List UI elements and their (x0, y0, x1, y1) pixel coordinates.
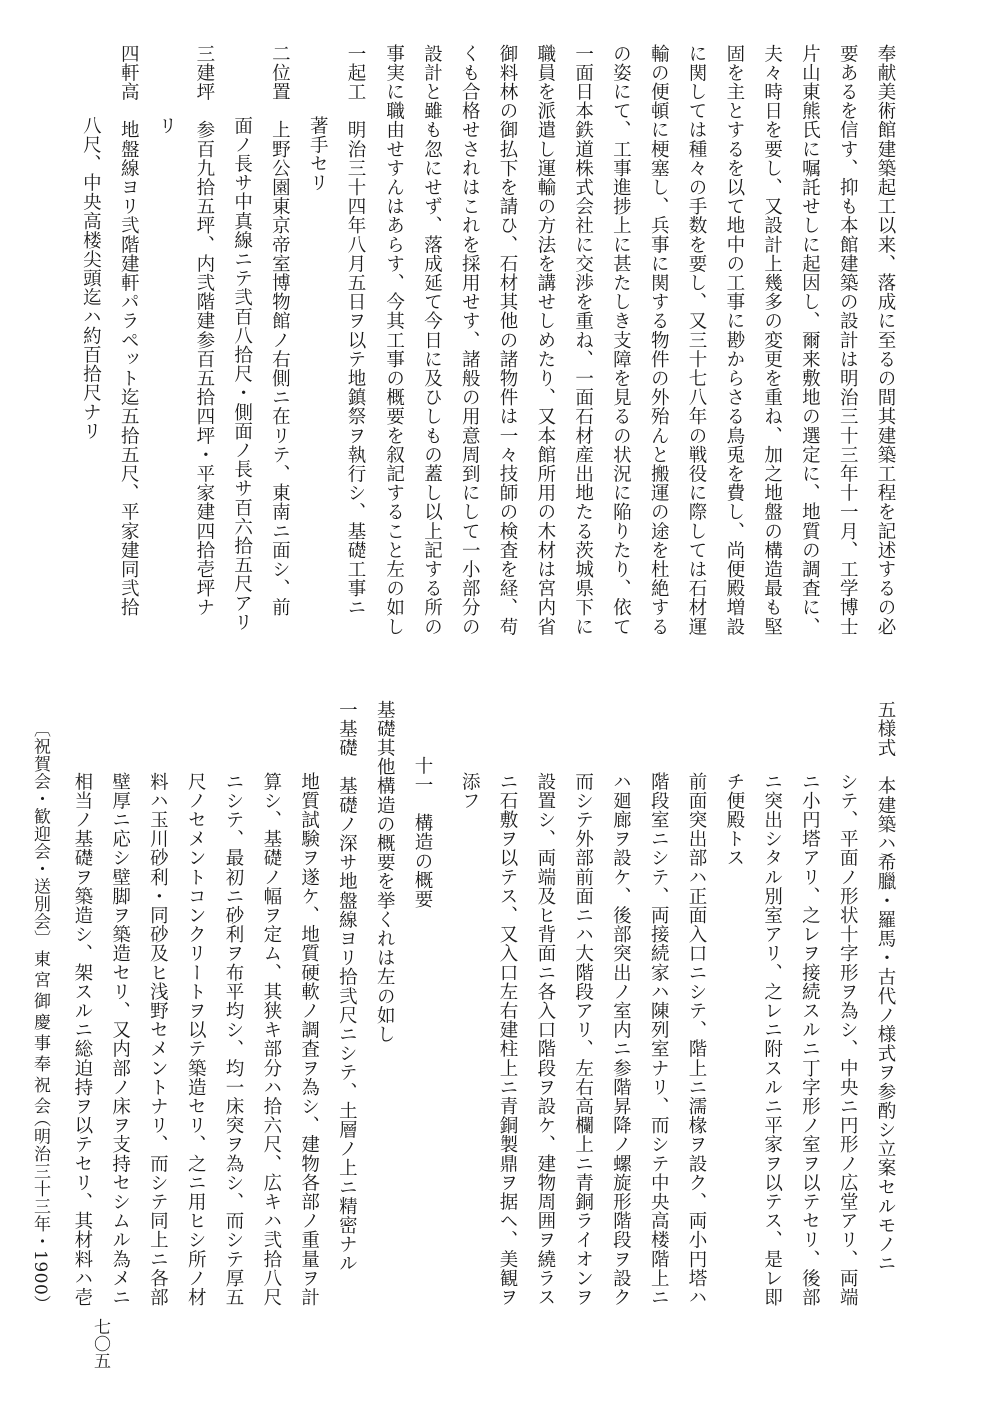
item-foundation: 一基礎 基礎ノ深サ地盤線ヨリ拾弐尺ニシテ、土層ノ上ニ精密ナル (336, 700, 358, 1273)
section-heading: 十一 構造の概要 (412, 756, 433, 909)
text-column-continued: 前面突出部ハ正面入口ニシテ、階上ニ濡椽ヲ設ク、両小円塔ハ (686, 772, 708, 1307)
text-column-continued: ニ石敷ヲ以テス、又入口左右建柱上ニ青銅製鼎ヲ据ヘ、美観ヲ (497, 772, 519, 1307)
text-column: 固を主とするを以て地中の工事に尠からさる鳥兎を費し、尚便殿増設 (723, 44, 745, 637)
text-column: 職員を派遣し運輸の方法を講せしめたり、又本館所用の木材は宮内省 (534, 44, 556, 637)
text-column: 設計と雖も忽にせず、落成延て今日に及ひしもの蓋し以上記する所の (421, 44, 443, 637)
item-eave-height: 四軒高 地盤線ヨリ弐階建軒パラペット迄五拾五尺、平家建同弐拾 (118, 44, 140, 617)
text-column: 御料林の御払下を請ひ、石材其他の諸物件は一々技師の検査を経、苟 (497, 44, 519, 637)
text-column-continued: ハ廻廊ヲ設ケ、後部突出ノ室内ニ参階昇降ノ螺旋形階段ヲ設ク (610, 772, 632, 1307)
item-location: 二位置 上野公園東京帝室博物館ノ右側ニ在リテ、東南ニ面シ、前 (269, 44, 291, 617)
text-column-continued: 相当ノ基礎ヲ築造シ、架スルニ総迫持ヲ以テセリ、其材料ハ壱 (71, 772, 93, 1307)
text-column-continued: ニ突出シタル別室アリ、之レニ附スルニ平家ヲ以テス、是レ即 (761, 772, 783, 1307)
text-column: くも合格せされはこれを採用せす、諸般の用意周到にして一小部分の (459, 44, 481, 637)
text-column-continued: 面ノ長サ中真線ニテ弐百八拾尺・側面ノ長サ百六拾五尺アリ (231, 116, 253, 632)
text-column-continued: 壁厚ニ応シ壁脚ヲ築造セリ、又内部ノ床ヲ支持セシムル為メニ (109, 772, 131, 1307)
text-column: 片山東熊氏に嘱託せしに起因し、爾来敷地の選定に、地質の調査に、 (799, 44, 821, 637)
top-narrative-block (375, 44, 904, 637)
text-column-continued: 而シテ外部前面ニハ大階段アリ、左右高欄上ニ青銅ライオンヲ (572, 772, 594, 1307)
text-column-continued: 地質試験ヲ遂ケ、地質硬軟ノ調査ヲ為シ、建物各部ノ重量ヲ計 (298, 772, 320, 1307)
text-column-continued: 添フ (459, 772, 481, 811)
text-column: に関しては種々の手数を要し、又三十七八年の戦役に際しては石材運 (686, 44, 708, 637)
bottom-style-block (450, 700, 904, 1307)
text-column-continued: 尺ノセメントコンクリートヲ以テ築造セリ、之ニ用ヒシ所ノ材 (185, 772, 207, 1307)
text-column: 要あるを信す、抑も本館建築の設計は明治三十三年十一月、工学博士 (837, 44, 859, 637)
text-column-continued: ニシテ、最初ニ砂利ヲ布平均シ、均一床突ヲ為シ、而シテ厚五 (223, 772, 245, 1307)
text-column-continued: 算シ、基礎ノ幅ヲ定ム、其狭キ部分ハ拾六尺、広キハ弐拾八尺 (260, 772, 282, 1307)
text-column: 輸の便頓に梗塞し、兵事に関する物件の外殆んと搬運の途を杜絶する (648, 44, 670, 637)
top-items-block (72, 44, 374, 634)
text-column-continued: 料ハ玉川砂利・同砂及ヒ浅野セメントナリ、而シテ同上ニ各部 (147, 772, 169, 1307)
text-column: 夫々時日を要し、又設計上幾多の変更を重ね、加之地盤の構造最も堅 (761, 44, 783, 637)
text-column-continued: ニ小円塔アリ、之レヲ接続スルニ丁字形ノ室ヲ以テセリ、後部 (799, 772, 821, 1307)
text-column: 基礎其他構造の概要を挙くれは左の如し (374, 700, 396, 1044)
text-column-continued: チ便殿トス (723, 772, 745, 868)
item-floor-area: 三建坪 参百九拾五坪、内弐階建参百五拾四坪・平家建四拾壱坪ナ (193, 44, 215, 617)
text-column-continued: 階段室ニシテ、両接続家ハ陳列室ナリ、而シテ中央高楼階上ニ (648, 772, 670, 1307)
text-column-continued: 八尺、中央高楼尖頭迄ハ約百拾尺ナリ (80, 116, 102, 441)
footer-era: （明治三十三年・1900） (30, 1110, 50, 1313)
item-construction-start: 一起工 明治三十四年八月五日ヲ以テ地鎮祭ヲ執行シ、基礎工事ニ (345, 44, 366, 617)
text-column-continued: リ (156, 116, 178, 136)
bottom-structure-block (63, 700, 441, 1307)
text-column: 事実に職由せすんはあらす、今其工事の概要を叙記すること左の如し (383, 44, 405, 637)
text-column: 奉献美術館建築起工以来、落成に至るの間其建築工程を記述するの必 (875, 44, 896, 637)
page-number: 七〇五 (90, 1318, 110, 1369)
text-column-continued: 設置シ、両端及ヒ背面ニ各入口階段ヲ設ケ、建物周囲ヲ繞ラス (534, 772, 556, 1307)
item-style: 五様式 本建築ハ希臘・羅馬・古代ノ様式ヲ参酌シ立案セルモノニ (875, 700, 896, 1273)
footer-section-label: 〔祝賀会・歓迎会・送別会〕 (30, 720, 50, 948)
text-column: の姿にて、工事進捗上に甚たしき支障を見るの状況に陥りたり、依て (610, 44, 632, 637)
text-column-continued: 著手セリ (307, 116, 329, 193)
text-column: 一面日本鉄道株式会社に交渉を重ね、一面石材産出地たる茨城県下に (572, 44, 594, 637)
footer-title: 東宮御慶事奉祝会 (30, 950, 50, 1118)
text-column-continued: シテ、平面ノ形状十字形ヲ為シ、中央ニ円形ノ広堂アリ、両端 (837, 772, 859, 1307)
